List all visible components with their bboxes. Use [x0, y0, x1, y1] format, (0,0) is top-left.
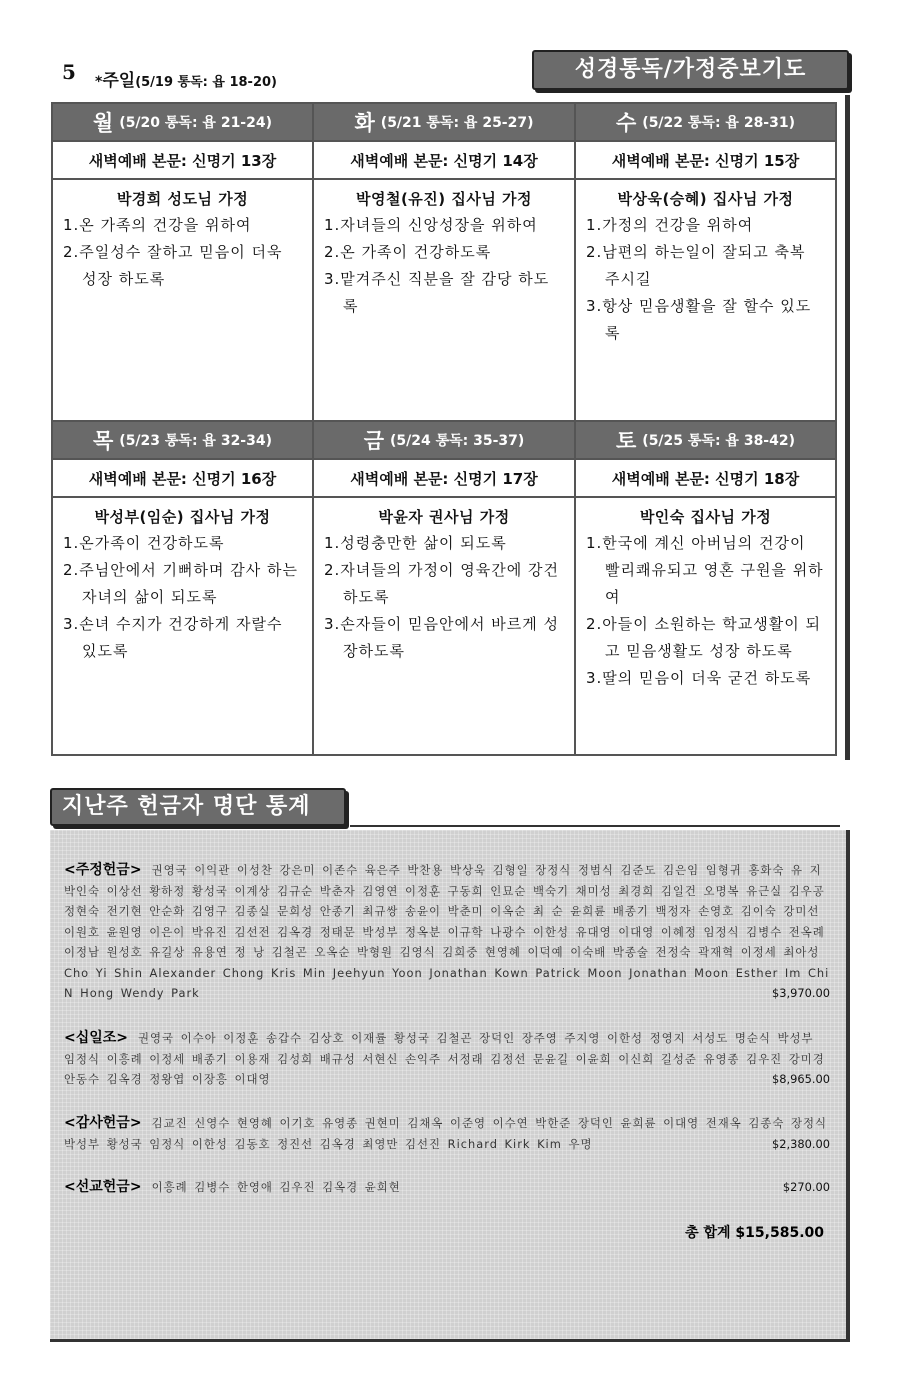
day-header: [53, 422, 312, 460]
offering-sunday: [64, 860, 830, 1004]
day-cell-tue: [314, 104, 576, 420]
prayer-item: 3.손자들이 믿음안에서 바르게 성장하도록: [324, 615, 559, 660]
day-label: 월: [93, 111, 114, 135]
prayer-item: 1.가정의 건강을 위하여: [586, 216, 754, 234]
family-name: 박영철(유진) 집사님 가정: [355, 190, 533, 208]
day-cell-fri: [314, 422, 576, 756]
offering-label: <선교헌금>: [64, 1179, 142, 1195]
day-reading: (5/25 통독: 욥 38-42): [642, 433, 795, 449]
dawn-reading: 새벽예배 본문: 신명기 14장: [314, 142, 574, 180]
offering-names: 이흥례 김병수 한영애 김우진 김옥경 윤희현: [151, 1180, 401, 1194]
family-name: 박윤자 권사님 가정: [378, 508, 510, 526]
prayer-item: 1.한국에 계신 아버님의 건강이 빨리쾌유되고 영혼 구원을 위하여: [586, 534, 824, 606]
day-reading: (5/23 통독: 욥 32-34): [119, 433, 272, 449]
dawn-reading: 새벽예배 본문: 신명기 18장: [576, 460, 835, 498]
offering-amount: $3,970.00: [772, 986, 830, 1000]
day-label: 목: [93, 429, 114, 453]
offering-amount: $8,965.00: [772, 1072, 830, 1086]
sunday-reading: [95, 66, 277, 91]
offering-mission: [64, 1177, 830, 1198]
offering-label: <감사헌금>: [64, 1115, 142, 1131]
prayer-item: 1.온 가족의 건강을 위하여: [63, 216, 252, 234]
offering-total: 총 합계 $15,585.00: [685, 1225, 824, 1241]
prayer-item: 1.자녀들의 신앙성장을 위하여: [324, 216, 538, 234]
day-label: 금: [363, 429, 384, 453]
day-reading: (5/20 통독: 욥 21-24): [119, 115, 272, 131]
sunday-reading-text: (5/19 통독: 욥 18-20): [135, 75, 277, 90]
prayer-item: 3.맡겨주신 직분을 잘 감당 하도록: [324, 270, 550, 315]
day-reading: (5/24 통독: 35-37): [389, 433, 525, 449]
family-name: 박상욱(승혜) 집사님 가정: [617, 190, 794, 208]
offering-tithe: [64, 1028, 830, 1090]
day-reading: (5/22 통독: 욥 28-31): [642, 115, 795, 131]
offering-section-title: 지난주 헌금자 명단 통계: [50, 788, 346, 826]
dawn-reading: 새벽예배 본문: 신명기 15장: [576, 142, 835, 180]
day-header: [576, 104, 835, 142]
offering-amount: $2,380.00: [772, 1136, 830, 1151]
family-name: 박인숙 집사님 가정: [639, 508, 772, 526]
section-title: 성경통독/가정중보기도: [532, 50, 849, 90]
prayer-item: 2.아들이 소원하는 학교생활이 되고 믿음생활도 성장 하도록: [586, 615, 821, 660]
family-name: 박경희 성도님 가정: [116, 190, 249, 208]
week-row-2: [53, 420, 835, 754]
day-cell-mon: [53, 104, 314, 420]
dawn-reading: 새벽예배 본문: 신명기 16장: [53, 460, 312, 498]
offering-names: 김교진 신영수 현영혜 이기호 유영종 권현미 김채옥 이준영 이수연 박한준 장덕인 윤희륜 이대영 전재옥 김종숙 장정식 박성부 황성국 임정식 이한성 김동호 정진선 김옥경 최영만 김선진 Richard Kirk Kim 우명: [64, 1116, 828, 1151]
prayer-item: 2.온 가족이 건강하도록: [324, 243, 492, 261]
section-rule: [350, 825, 840, 827]
prayer-item: 3.손녀 수지가 건강하게 자랄수 있도록: [63, 615, 283, 660]
day-cell-wed: [576, 104, 835, 420]
family-name: 박성부(임순) 집사님 가정: [94, 508, 271, 526]
sunday-label: 주일: [102, 71, 136, 91]
prayer-item: 2.주님안에서 기뻐하며 감사 하는 자녀의 삶이 되도록: [63, 561, 298, 606]
day-header: [314, 422, 574, 460]
offering-thanks: [64, 1113, 830, 1154]
offering-names: 권영국 이익관 이성찬 강은미 이존수 육은주 박찬용 박상욱 김형일 장정식 정범식 김준도 김은임 임형귀 홍화숙 유 지 박인숙 이상선 황하정 황성국 이계상 김규순 박춘자 김영연 이정훈 구동희 인묘순 백숙기 채미성 최경희 김일건 오명복 유근실 김우공 정현숙 전기현 안순화 김영구 김종실 문희성 안종기 최규쌍 송윤이 박춘미 이옥순 최 순 윤희륜 배종기 백정자 손영호 김이숙 강미선 이원호 윤원영 이은이 박유진 김선전 김옥경 정태문 박성부 정옥분 이규학 나광수 이한성 유대영 이대영 이혜정 임정식 김병수 전옥례 이정남 원성호 유길상 유용연 정 낭 김철곤 오옥순 박형원 김영식 김희중 현영혜 이덕예 이숙배 박종술 전정숙 곽재혁 이정세 최아성 Cho Yi Shin Alexander Chong Kris Min Jeehyun Yoon Jonathan Kown Patrick Moon Jonathan Moon Esther Im Chi N Hong Wendy Park: [64, 863, 830, 1000]
prayer-item: 3.항상 믿음생활을 잘 할수 있도록: [586, 297, 812, 342]
day-cell-thu: [53, 422, 314, 756]
prayer-item: 1.성령충만한 삶이 되도록: [324, 534, 507, 552]
offering-names: 권영국 이수아 이정훈 송갑수 김상호 이재률 황성국 김철곤 장덕인 장주영 주지영 이한성 정영지 서성도 명순식 박성부 임정식 이흥례 이정세 배종기 이용재 김성희 배규성 서현신 손익주 서정래 김정선 문윤길 이윤희 이신희 길성준 유영종 김우진 강미경 안동수 김옥경 정왕엽 이장흥 이대영: [64, 1031, 825, 1086]
prayer-item: 1.온가족이 건강하도록: [63, 534, 225, 552]
day-reading: (5/21 통독: 욥 25-27): [380, 115, 534, 131]
day-header: [53, 104, 312, 142]
prayer-item: 2.자녀들의 가정이 영육간에 강건 하도록: [324, 561, 559, 606]
day-label: 토: [616, 429, 637, 453]
week-row-1: [53, 104, 835, 420]
prayer-item: 2.주일성수 잘하고 믿음이 더욱 성장 하도록: [63, 243, 283, 288]
offering-amount: $270.00: [782, 1180, 830, 1194]
dawn-reading: 새벽예배 본문: 신명기 17장: [314, 460, 574, 498]
offering-label: <십일조>: [64, 1030, 129, 1046]
offering-panel: [50, 830, 850, 1342]
sunday-prefix: *: [95, 74, 103, 90]
day-cell-sat: [576, 422, 835, 756]
prayer-item: 2.남편의 하는일이 잘되고 축복 주시길: [586, 243, 806, 288]
day-label: 수: [616, 111, 637, 135]
prayer-item: 3.딸의 믿음이 더욱 굳건 하도록: [586, 669, 812, 687]
day-header: [576, 422, 835, 460]
offering-label: <주정헌금>: [64, 862, 142, 878]
day-label: 화: [354, 111, 375, 135]
dawn-reading: 새벽예배 본문: 신명기 13장: [53, 142, 312, 180]
page-number: 5: [62, 60, 76, 84]
day-header: [314, 104, 574, 142]
prayer-grid: [51, 102, 837, 756]
right-rule: [845, 95, 850, 760]
